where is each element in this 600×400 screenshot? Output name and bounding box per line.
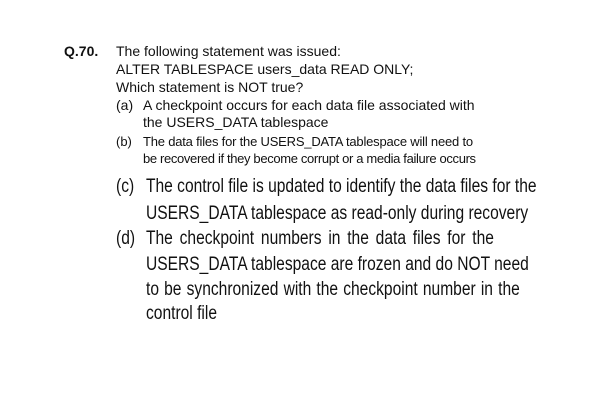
- option-text-line: USERS_DATA tablespace as read-only during recovery: [146, 203, 529, 224]
- option-text-line: to be synchronized with the checkpoint number in the: [146, 279, 520, 300]
- option-text-line: A checkpoint occurs for each data file associated with: [143, 97, 475, 113]
- option-marker: (c): [116, 176, 135, 197]
- option-text-line: The data files for the USERS_DATA tablespace will need to: [143, 134, 473, 149]
- question-text-line: ALTER TABLESPACE users_data READ ONLY;: [116, 61, 414, 77]
- question-number: Q.70.: [64, 43, 99, 59]
- option-text-line: The control file is updated to identify the data files for the: [146, 176, 537, 197]
- question-text-line: Which statement is NOT true?: [116, 79, 304, 95]
- option-marker: (a): [116, 97, 134, 113]
- option-text-line: control file: [146, 303, 218, 324]
- question-text-line: The following statement was issued:: [116, 43, 341, 59]
- option-text-line: the USERS_DATA tablespace: [143, 114, 329, 130]
- option-text-line: USERS_DATA tablespace are frozen and do NOT need: [146, 254, 529, 275]
- option-marker: (b): [116, 134, 132, 149]
- option-text-line: be recovered if they become corrupt or a media failure occurs: [143, 151, 476, 166]
- option-marker: (d): [116, 228, 136, 249]
- option-text-line: The checkpoint numbers in the data files for the: [146, 228, 494, 249]
